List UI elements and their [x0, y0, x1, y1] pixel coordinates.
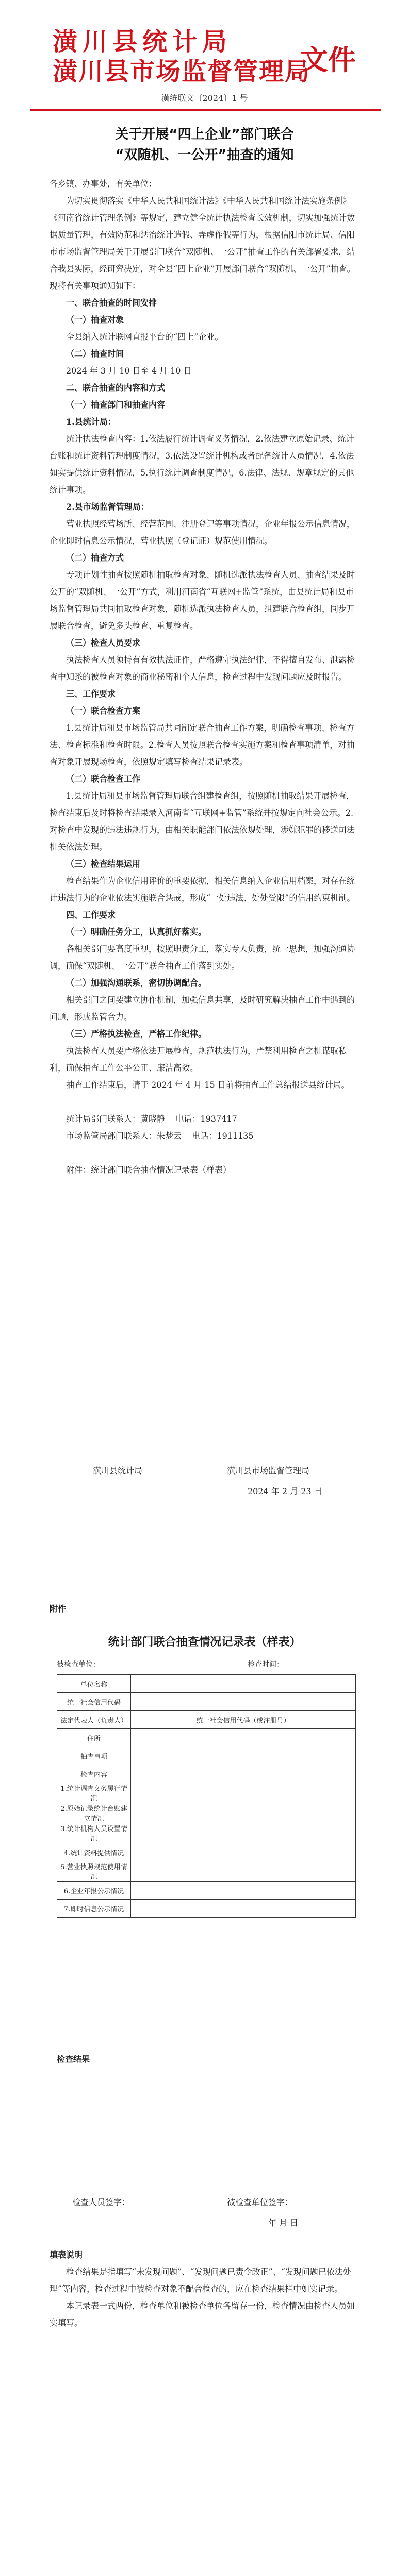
red-letterhead — [32, 22, 378, 86]
letterhead-suffix: 文件 — [300, 44, 356, 76]
section1-sub1-title: （一）抽查对象 — [66, 315, 124, 325]
contact-name-1: 黄晓静 — [140, 1114, 166, 1124]
section4-heading: 四、工作要求 — [66, 910, 116, 920]
table-cell-value — [131, 1900, 356, 1918]
table-cell-label: 6.企业年报公示情况 — [57, 1882, 131, 1900]
table-row — [57, 1843, 356, 1861]
document-body — [50, 175, 359, 1178]
annex-signoff2: 被检查单位签字： — [227, 2197, 293, 2207]
table-cell-value — [131, 1693, 356, 1711]
table-row — [57, 1729, 356, 1747]
section3-sub2-title: （二）联合检查工作 — [66, 774, 141, 784]
annex-table-title: 统计部门联合抽查情况记录表（样表） — [108, 1636, 301, 1649]
table-row — [57, 1675, 356, 1693]
section1-sub1-text: 全县纳入统计联网直报平台的“四上”企业。 — [66, 332, 223, 342]
contact-name-2: 朱梦云 — [157, 1131, 182, 1141]
table-cell-label: 住所 — [57, 1729, 131, 1747]
section3-sub3-text: 检查结果作为企业信用评价的重要依据，相关信息纳入企业信用档案，对存在统计违法行为的企业依法实施联合惩戒，形成“一处违法、处处受限”的信用约束机制。 — [50, 876, 355, 903]
section2-sub3-text: 执法检查人员须持有有效执法证件，严格遵守执法纪律，不得擅自发布、泄露检查中知悉的被检查对象的商业秘密和个人信息，检查过程中发现问题应及时报告。 — [50, 655, 355, 682]
section3-sub1-title: （一）联合检查方案 — [66, 706, 141, 716]
table-cell-value — [131, 1765, 356, 1783]
table-cell-mid: 统一社会信用代码（或注册号） — [144, 1711, 342, 1729]
section2-sub2-title: （二）抽查方式 — [66, 553, 124, 563]
table-row — [57, 1823, 356, 1843]
section2-sub1a-text: 统计执法检查内容：1.依法履行统计调查义务情况，2.依法建立原始记录、统计台账和统计资料管理制度情况，3.依法设置统计机构或者配备统计人员情况，4.依法如实提供统计资料情况，5.执行统计调查制度情况，6.法律、法规、规章规定的其他统计事项。 — [50, 434, 354, 495]
table-cell-value — [131, 1747, 356, 1765]
table-cell-value — [131, 1783, 356, 1803]
table-cell-label: 3.统计机构人员设置情况 — [57, 1823, 131, 1843]
section2-sub3-title: （三）检查人员要求 — [66, 638, 141, 648]
signature-org2: 潢川县市场监督管理局 — [227, 1466, 310, 1476]
salutation: 各乡镇、办事处，有关单位： — [50, 179, 157, 189]
table-cell-extra — [342, 1711, 356, 1729]
doc-title-line1: 关于开展“四上企业”部门联合 — [115, 127, 294, 142]
annex-result-title: 检查结果 — [57, 2054, 90, 2064]
table-cell-label: 检查内容 — [57, 1765, 131, 1783]
section1-sub2-title: （二）抽查时间 — [66, 349, 124, 359]
letterhead-line1: 潢川县统计局 — [53, 27, 233, 56]
annex-meta-right: 检查时间： — [248, 1660, 284, 1669]
signature-date: 2024 年 2 月 23 日 — [248, 1486, 322, 1496]
annex-signoff-date: 年 月 日 — [268, 2218, 299, 2228]
table-row — [57, 1711, 356, 1729]
table-row — [57, 1765, 356, 1783]
section2-sub1a-title: 1.县统计局： — [66, 417, 116, 427]
section4-item1-text: 各相关部门要高度重视，按照职责分工，落实专人负责，统一思想，加强沟通协调，确保“双随机、一公开”联合抽查工作落到实处。 — [50, 944, 355, 971]
table-cell-label: 抽查事项 — [57, 1747, 131, 1765]
section2-sub2-text: 专项计划性抽查按照随机抽取检查对象、随机选派执法检查人员、抽查结果及时公开的“双随机、一公开”方式，利用河南省“互联网+监管”系统，由县统计局和县市场监督管理局共同抽取检查对象，随机选派执法检查人员，组建联合检查组，同步开展联合检查，避免多头检查、重复检查。 — [50, 570, 355, 631]
signature-org1: 潢川县统计局 — [93, 1466, 143, 1476]
section4-closing: 抽查工作结束后，请于 2024 年 4 月 15 日前将抽查工作总结报送县统计局。 — [66, 1080, 350, 1090]
annex-meta-left: 被检查单位： — [57, 1660, 100, 1669]
contact-line-1 — [50, 1110, 359, 1127]
table-row — [57, 1882, 356, 1900]
section2-sub1-title: （一）抽查部门和抽查内容 — [66, 400, 166, 410]
annex-notes — [50, 2246, 359, 2331]
intro-paragraph: 为切实贯彻落实《中华人民共和国统计法》《中华人民共和国统计法实施条例》《河南省统计管理条例》等规定，建立健全统计执法检查长效机制，切实加强统计数据质量管理，有效防范和惩治统计造假、弄虚作假等行为，根据信阳市统计局、信阳市市场监督管理局关于开展部门联合“双随机、一公开”抽查工作的有关部署要求，结合我县实际，经研究决定，对全县“四上企业”开展部门联合“双随机、一公开”抽查。现将有关事项通知如下： — [50, 196, 355, 291]
doc-title-line2: “双随机、一公开”抽查的通知 — [115, 147, 294, 163]
section4-item3-title: （三）严格执法检查，严格工作纪律。 — [66, 1029, 207, 1039]
contact-label-2: 市场监管局部门联系人： — [66, 1131, 157, 1141]
annex-notes-title: 填表说明 — [50, 2250, 83, 2260]
section4-item1-title: （一）明确任务分工，认真抓好落实。 — [66, 927, 207, 937]
section2-heading: 二、联合抽查的内容和方式 — [66, 383, 166, 393]
section2-sub1b-text: 营业执照经营场所、经营范围、注册登记等事项情况，企业年报公示信息情况，企业即时信息公示情况，营业执照（登记证）规范使用情况。 — [50, 519, 355, 546]
annex-note-2: 本记录表一式两份，检查单位和被检查单位各留存一份，检查情况由检查人员如实填写。 — [50, 2301, 355, 2328]
table-cell-value — [131, 1882, 356, 1900]
table-cell-label: 7.即时信息公示情况 — [57, 1900, 131, 1918]
table-cell-value — [131, 1803, 356, 1823]
table-row — [57, 1747, 356, 1765]
table-row — [57, 1803, 356, 1823]
table-cell-value — [131, 1711, 144, 1729]
table-cell-value — [131, 1861, 356, 1882]
annex-signoff1: 检查人员签字： — [72, 2197, 130, 2207]
table-cell-value — [131, 1675, 356, 1693]
table-row — [57, 1900, 356, 1918]
section1-sub2-text: 2024 年 3 月 10 日至 4 月 10 日 — [66, 366, 192, 376]
contact-phone-label-1: 电话： — [175, 1114, 201, 1124]
section3-sub2-text: 1.县统计局和县市场监督管理局联合组建检查组，按照随机抽取结果开展检查，检查结束后及时将检查结果录入河南省“互联网+监管”系统并按规定向社会公示。2.对检查中发现的违法违规行为，由相关职能部门依法依规处理，涉嫌犯罪的移送司法机关依法处理。 — [50, 791, 355, 852]
section4-item3-text: 执法检查人员要严格依法开展检查，规范执法行为，严禁利用检查之机谋取私利，确保抽查工作公平公正、廉洁高效。 — [50, 1046, 347, 1073]
table-cell-label: 法定代表人（负责人） — [57, 1711, 131, 1729]
section4-item2-text: 相关部门之间要建立协作机制，加强信息共享，及时研究解决抽查工作中遇到的问题，形成监管合力。 — [50, 995, 355, 1022]
table-cell-label: 5.营业执照规范使用情况 — [57, 1861, 131, 1882]
table-cell-label: 4.统计资料提供情况 — [57, 1843, 131, 1861]
section1-heading: 一、联合抽查的时间安排 — [66, 298, 157, 308]
section3-sub3-title: （三）检查结果运用 — [66, 859, 141, 869]
annex-result-block — [57, 2050, 356, 2067]
red-divider — [30, 109, 381, 111]
contact-phone-label-2: 电话： — [192, 1131, 217, 1141]
document-number: 潢统联文〔2024〕1 号 — [161, 93, 248, 103]
table-row — [57, 1783, 356, 1803]
contact-phone-1: 1937417 — [200, 1114, 237, 1124]
table-cell-label: 1.统计调查义务履行情况 — [57, 1783, 131, 1803]
section4-item2-title: （二）加强沟通联系，密切协调配合。 — [66, 978, 207, 988]
contact-label-1: 统计局部门联系人： — [66, 1114, 141, 1124]
table-cell-label: 统一社会信用代码 — [57, 1693, 131, 1711]
table-row — [57, 1693, 356, 1711]
section2-sub1b-title: 2.县市场监督管理局： — [66, 502, 149, 512]
letterhead-line2: 潢川县市场监督管理局 — [53, 57, 311, 86]
annex-check-table — [57, 1674, 356, 1918]
contact-phone-2: 1911135 — [217, 1131, 254, 1141]
table-cell-value — [131, 1729, 356, 1747]
annex-label: 附件 — [50, 1604, 67, 1614]
section3-heading: 三、工作要求 — [66, 689, 116, 699]
attachment-line: 附件：统计部门联合抽查情况记录表（样表） — [66, 1165, 232, 1175]
table-row — [57, 1861, 356, 1882]
section3-sub1-text: 1.县统计局和县市场监管局共同制定联合抽查工作方案，明确检查事项、检查方法、检查标准和检查时限。2.检查人员按照联合检查实施方案和检查事项清单，对抽查对象开展现场检查，依照规定填写检查结果记录表。 — [50, 723, 355, 767]
table-cell-value — [131, 1843, 356, 1861]
contact-line-2 — [50, 1127, 359, 1144]
annex-note-1: 检查结果是指填写“未发现问题”、“发现问题已责令改正”、“发现问题已依法处理”等内容，检查过程中被检查对象不配合检查的，应在检查结果栏中如实记录。 — [50, 2267, 351, 2294]
table-cell-label: 单位名称 — [57, 1675, 131, 1693]
table-cell-value — [131, 1823, 356, 1843]
table-cell-label: 2.原始记录统计台账建立情况 — [57, 1803, 131, 1823]
